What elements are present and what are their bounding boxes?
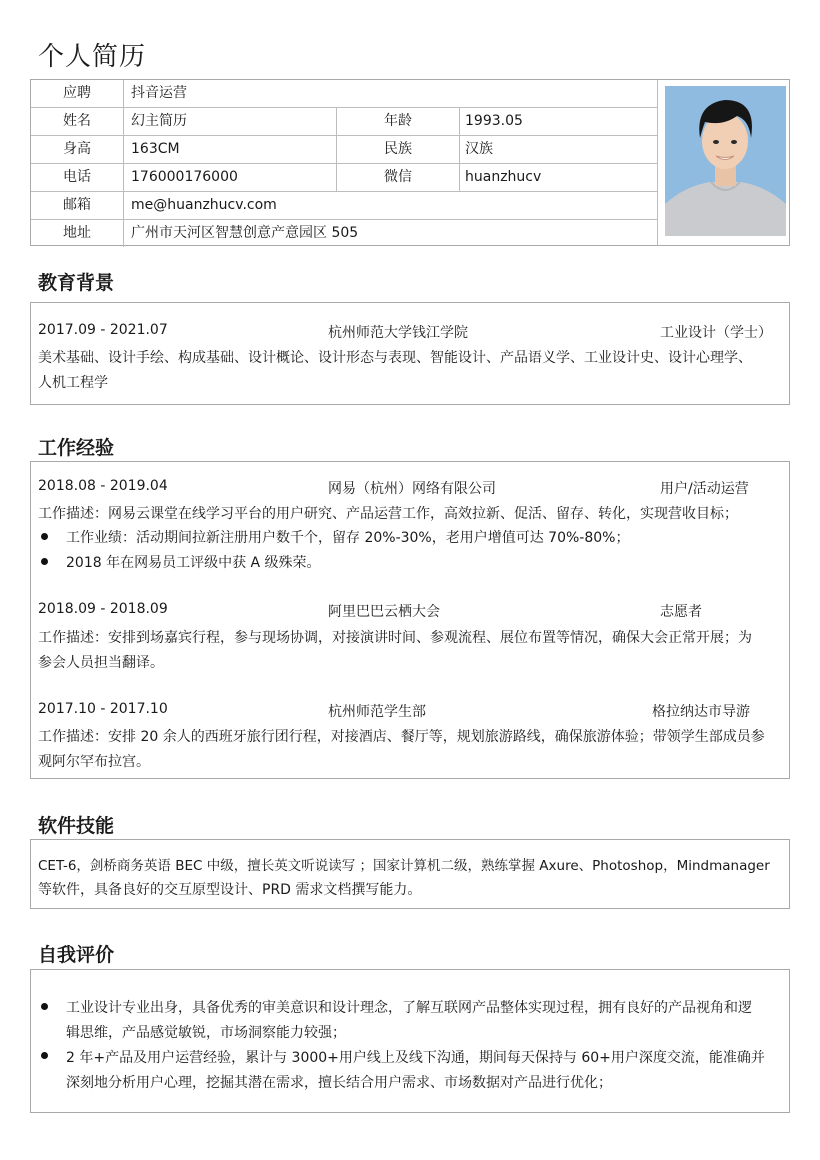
basic-info-table [30,79,790,246]
info-label: 地址 [31,220,124,247]
info-value: 广州市天河区智慧创意产意园区 505 [131,225,359,241]
info-label: 民族 [336,136,460,163]
work-box [30,461,790,779]
education-period: 2017.09 - 2021.07 [38,322,168,338]
info-label: 应聘 [31,80,124,107]
job-description: 工作描述：安排 20 余人的西班牙旅行团行程，对接酒店、餐厅等，规划旅游路线，确保旅游体验；带领学生部成员参 [38,729,765,745]
job-description: 参会人员担当翻译。 [38,655,164,671]
skills-box [30,839,790,909]
info-label: 微信 [336,164,460,191]
info-row-phone [31,164,658,192]
photo-cell [657,80,789,245]
bullet-icon [41,1052,48,1059]
info-label: 电话 [31,164,124,191]
job-achievement: 工作业绩：活动期间拉新注册用户数千个，留存 20%-30%，老用户增值可达 70%-80%； [66,530,630,546]
education-courses: 美术基础、设计手绘、构成基础、设计概论、设计形态与表现、智能设计、产品语义学、工业设计史、设计心理学、 [38,350,752,366]
info-row-position [31,80,658,108]
info-label: 邮箱 [31,192,124,219]
section-title-education: 教育背景 [38,272,115,294]
info-value: 1993.05 [465,113,523,129]
info-label: 年龄 [336,108,460,135]
bullet-icon [41,1003,48,1010]
self-evaluation-text: 工业设计专业出身，具备优秀的审美意识和设计理念，了解互联网产品整体实现过程，拥有良好的产品视角和逻 [66,1000,752,1016]
self-evaluation-text: 深刻地分析用户心理，挖掘其潜在需求，擅长结合用户需求、市场数据对产品进行优化； [66,1075,612,1091]
info-value: huanzhucv [465,169,542,185]
education-school: 杭州师范大学钱江学院 [328,325,468,341]
job-description: 工作描述：网易云课堂在线学习平台的用户研究、产品运营工作，高效拉新、促活、留存、转化，实现营收目标； [38,506,738,522]
info-value: 176000176000 [131,169,238,185]
job-period: 2017.10 - 2017.10 [38,701,168,717]
info-row-email [31,192,658,220]
profile-photo [665,86,786,236]
info-row-height [31,136,658,164]
job-company: 阿里巴巴云栖大会 [328,604,440,620]
info-value: 汉族 [465,141,493,157]
self-evaluation-text: 辑思维，产品感觉敏锐，市场洞察能力较强； [66,1025,346,1041]
info-row-name [31,108,658,136]
section-title-work: 工作经验 [38,437,115,459]
page-title: 个人简历 [38,42,147,72]
info-label: 姓名 [31,108,124,135]
job-period: 2018.09 - 2018.09 [38,601,168,617]
education-box [30,302,790,405]
info-label: 身高 [31,136,124,163]
info-value: me@huanzhucv.com [131,197,277,213]
info-value: 163CM [131,141,180,157]
person-portrait-icon [665,86,786,236]
skills-text: CET-6，剑桥商务英语 BEC 中级，擅长英文听说读写 ；国家计算机二级，熟练掌握 Axure、Photoshop，Mindmanager [38,858,770,874]
education-degree: 工业设计（学士） [660,325,772,341]
job-company: 网易（杭州）网络有限公司 [328,481,496,497]
job-role: 用户/活动运营 [660,481,749,497]
info-value: 幻主简历 [131,113,187,129]
bullet-icon [41,558,48,565]
self-evaluation-box [30,969,790,1113]
self-evaluation-text: 2 年+产品及用户运营经验，累计与 3000+用户线上及线下沟通，期间每天保持与 60+用户深度交流，能准确并 [66,1050,765,1066]
section-title-self-evaluation: 自我评价 [38,944,115,966]
bullet-icon [41,533,48,540]
job-description: 观阿尔罕布拉宫。 [38,754,150,770]
job-company: 杭州师范学生部 [328,704,426,720]
job-period: 2018.08 - 2019.04 [38,478,168,494]
job-role: 志愿者 [660,604,702,620]
skills-text: 等软件，具备良好的交互原型设计、PRD 需求文档撰写能力。 [38,882,422,898]
section-title-skills: 软件技能 [38,815,115,837]
info-row-address [31,220,658,248]
info-value: 抖音运营 [131,85,187,101]
job-description: 工作描述：安排到场嘉宾行程，参与现场协调，对接演讲时间、参观流程、展位布置等情况，确保大会正常开展；为 [38,630,752,646]
job-achievement: 2018 年在网易员工评级中获 A 级殊荣。 [66,555,321,571]
job-role: 格拉纳达市导游 [652,704,750,720]
education-courses: 人机工程学 [38,375,108,391]
